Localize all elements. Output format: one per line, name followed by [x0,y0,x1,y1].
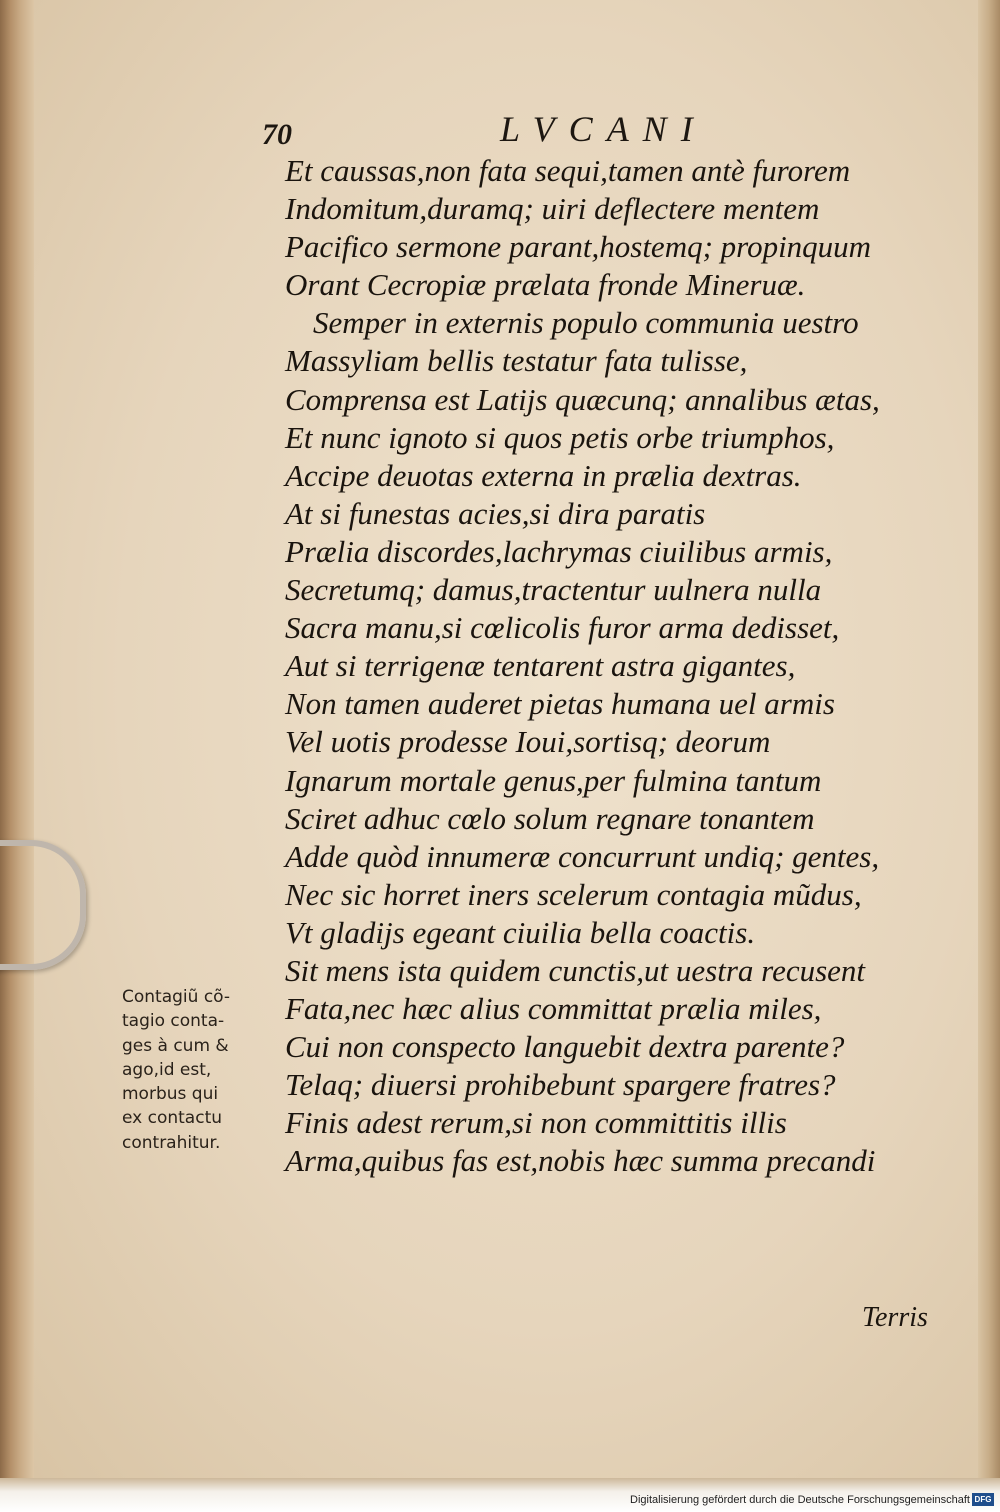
verse-line: Accipe deuotas externa in prælia dextras. [285,457,802,493]
verse-line: Orant Cecropiæ prælata fronde Mineruæ. [285,267,806,303]
verse-line: Telaq; diuersi prohibebunt spargere fratres? [285,1067,836,1103]
verse-line: Nec sic horret iners scelerum contagia mũdus, [285,876,862,912]
gloss-line: tagio conta- [122,1011,225,1032]
verse-line: Sacra manu,si cœlicolis furor arma dedisset, [285,610,840,646]
verse-line: Pacifico sermone parant,hostemq; propinquum [285,229,872,265]
verse-line: Prælia discordes,lachrymas ciuilibus armis, [285,533,833,569]
verse-text [285,152,945,1181]
dfg-logo-icon: DFG [972,1493,994,1506]
verse-line: Vel uotis prodesse Ioui,sortisq; deorum [285,724,771,760]
verse-line: Semper in externis populo communia uestro [313,305,859,341]
gloss-line: morbus qui [122,1084,219,1105]
verse-line: Indomitum,duramq; uiri deflectere mentem [285,191,820,227]
page-clip [0,840,86,970]
verse-line: Ignarum mortale genus,per fulmina tantum [285,762,822,798]
verse-line: Cui non conspecto languebit dextra parente? [285,1029,845,1065]
page-number: 70 [262,118,292,151]
verse-line: Fata,nec hæc alius committat prælia miles, [285,991,822,1027]
footer-strip [0,1478,1000,1512]
page-fore-edge [978,0,1000,1480]
marginal-gloss [122,985,282,1155]
gloss-line: Contagiũ cõ- [122,987,231,1007]
verse-line: Secretumq; damus,tractentur uulnera nulla [285,572,822,608]
gloss-line: ex contactu [122,1108,223,1129]
verse-line: Massyliam bellis testatur fata tulisse, [285,343,748,379]
verse-line: Sciret adhuc cœlo solum regnare tonantem [285,800,815,836]
verse-line: Vt gladijs egeant ciuilia bella coactis. [285,914,756,950]
catchword: Terris [862,1302,928,1333]
gloss-line: ges à cum & [122,1035,229,1056]
verse-line: Sit mens ista quidem cunctis,ut uestra recusent [285,952,866,988]
gloss-line: ago,id est, [122,1059,212,1080]
verse-line: Arma,quibus fas est,nobis hæc summa precandi [285,1143,876,1179]
verse-line: Finis adest rerum,si non committitis illis [285,1105,787,1141]
gloss-line: contrahitur. [122,1132,221,1153]
verse-line: Et nunc ignoto si quos petis orbe triumphos, [285,419,835,455]
verse-line: Non tamen auderet pietas humana uel armis [285,686,835,722]
verse-line: Et caussas,non fata sequi,tamen antè furorem [285,153,851,188]
book-binding-edge [0,0,34,1512]
verse-line: At si funestas acies,si dira paratis [285,495,706,531]
verse-line: Aut si terrigenæ tentarent astra gigantes, [285,648,796,684]
digitization-credit: Digitalisierung gefördert durch die Deutsche Forschungsgemeinschaft [630,1494,970,1506]
running-title: LVCANI [500,109,707,149]
verse-line: Adde quòd innumeræ concurrunt undiq; gentes, [285,838,880,874]
verse-line: Comprensa est Latijs quæcunq; annalibus ætas, [285,381,880,417]
